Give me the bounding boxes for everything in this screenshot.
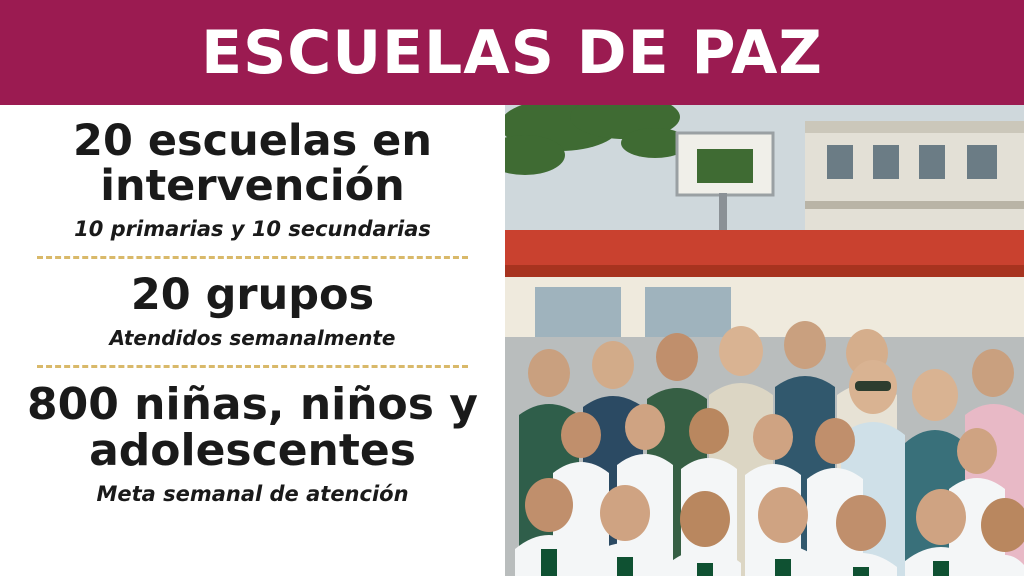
- stat-headline: 800 niñas, niños y adolescentes: [27, 379, 478, 476]
- stats-column: [0, 105, 505, 576]
- page-title: ESCUELAS DE PAZ: [201, 17, 823, 88]
- stat-block-children: [18, 379, 487, 506]
- stat-subtext: Atendidos semanalmente: [109, 326, 396, 351]
- divider-1: [37, 256, 468, 259]
- group-photo: [505, 105, 1024, 576]
- stat-block-groups: [18, 270, 487, 351]
- stat-subtext: Meta semanal de atención: [96, 481, 409, 506]
- divider-2: [37, 365, 468, 368]
- stat-headline: 20 escuelas en intervención: [73, 116, 432, 211]
- photo-illustration: [505, 105, 1024, 576]
- stat-subtext: 10 primarias y 10 secundarias: [74, 217, 431, 242]
- stat-headline: 20 grupos: [130, 270, 375, 321]
- header-banner: [0, 0, 1024, 105]
- stat-block-schools: [18, 116, 487, 242]
